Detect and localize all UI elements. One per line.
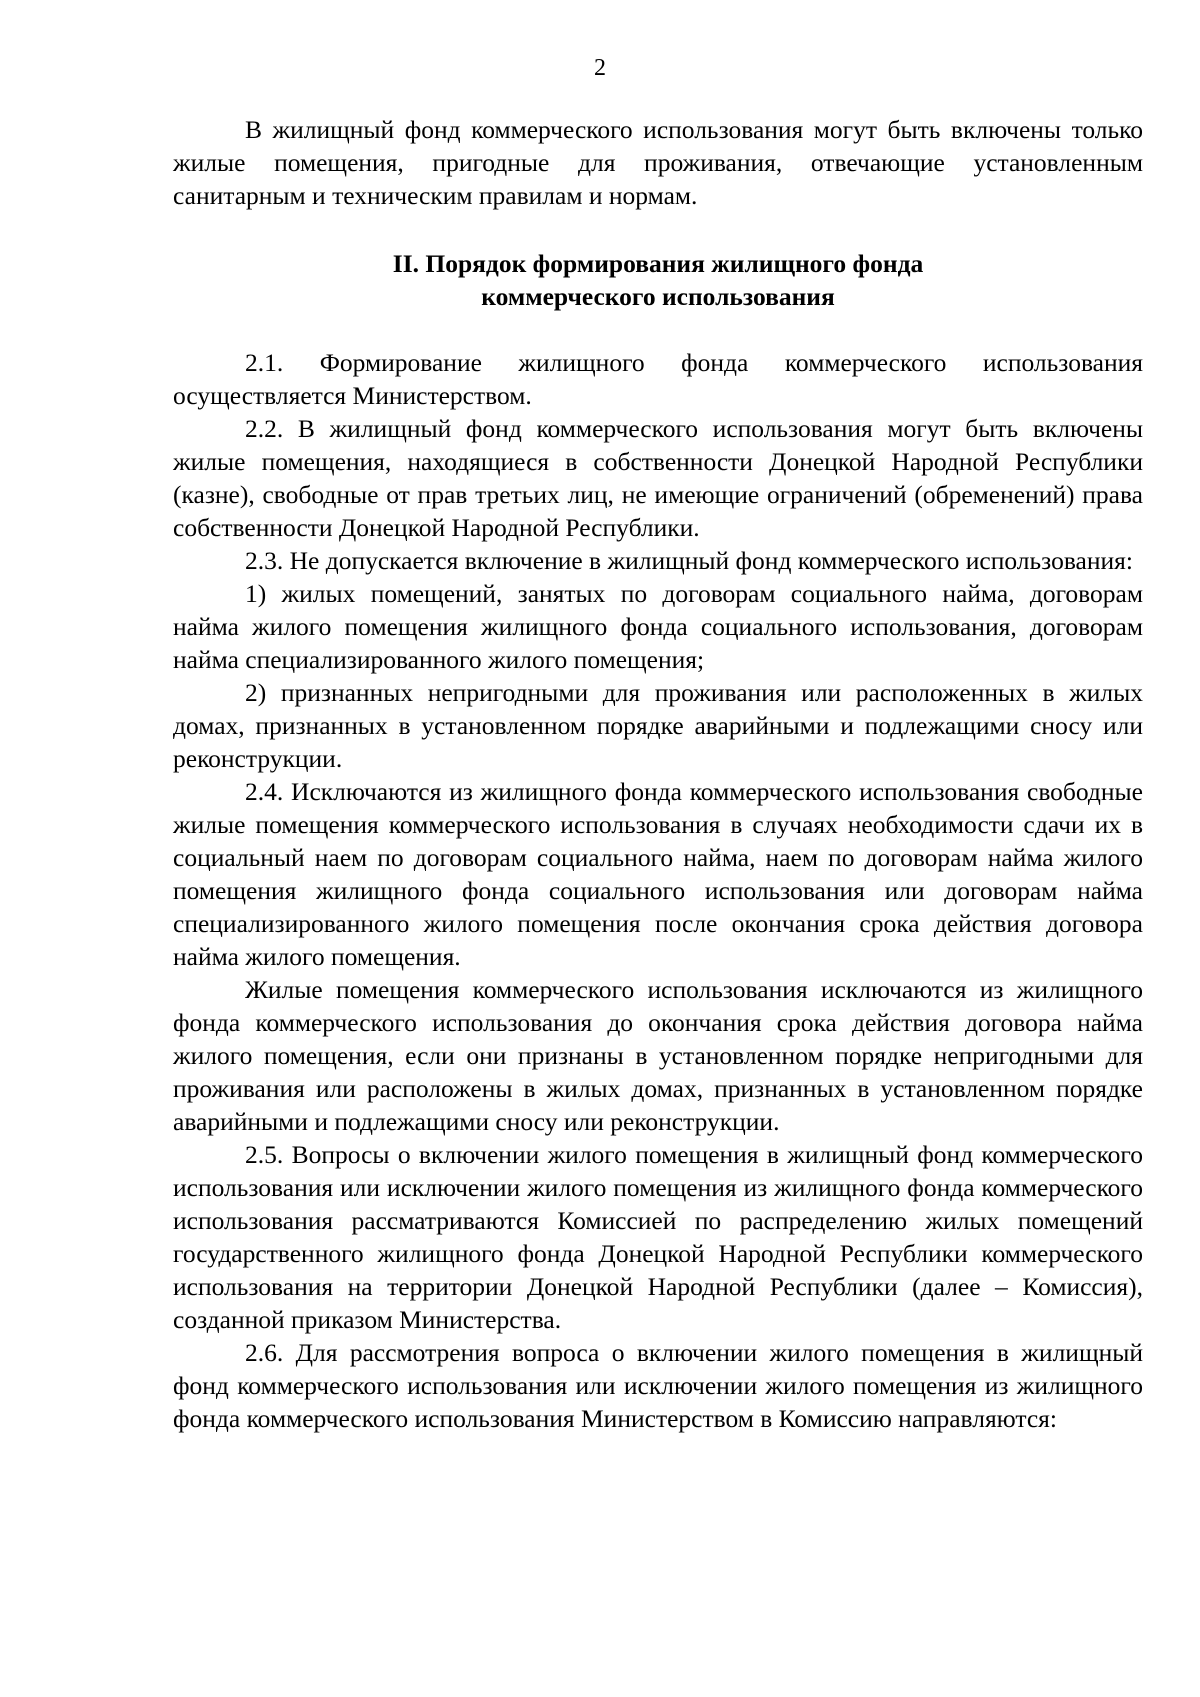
paragraph-2-5: 2.5. Вопросы о включении жилого помещения в жилищный фонд коммерческого использования или исключении жилого помещения из жилищного фонда коммерческого использования рассматриваются Комиссией по распределению жилых помещений государственного жилищного фонда Донецкой Народной Республики коммерческого использования на территории Донецкой Народной Республики (далее – Комиссия), созданной приказом Министерства. [173, 1140, 1143, 1334]
paragraph-2-1: 2.1. Формирование жилищного фонда коммерческого использования осуществляется Министерством. [173, 348, 1143, 410]
page-number: 2 [594, 55, 606, 81]
paragraph-2-2: 2.2. В жилищный фонд коммерческого использования могут быть включены жилые помещения, находящиеся в собственности Донецкой Народной Республики (казне), свободные от прав третьих лиц, не имеющие ограничений (обременений) права собственности Донецкой Народной Республики. [173, 414, 1143, 542]
section-heading-line-2: коммерческого использования [481, 282, 835, 311]
list-item-1: 1) жилых помещений, занятых по договорам социального найма, договорам найма жилого помещения жилищного фонда социального использования, договорам найма специализированного жилого помещения; [173, 579, 1143, 674]
document-body [173, 113, 1143, 1435]
paragraph-2-4-continued: Жилые помещения коммерческого использования исключаются из жилищного фонда коммерческого использования до окончания срока действия договора найма жилого помещения, если они признаны в установленном порядке непригодными для проживания или расположены в жилых домах, признанных в установленном порядке аварийными и подлежащими сносу или реконструкции. [173, 975, 1143, 1136]
section-heading [173, 247, 1143, 313]
paragraph-2-3: 2.3. Не допускается включение в жилищный фонд коммерческого использования: [245, 546, 1133, 575]
section-heading-line-1: II. Порядок формирования жилищного фонда [392, 249, 924, 278]
intro-paragraph: В жилищный фонд коммерческого использования могут быть включены только жилые помещения, пригодные для проживания, отвечающие установленным санитарным и техническим правилам и нормам. [173, 115, 1143, 210]
list-item-2: 2) признанных непригодными для проживания или расположенных в жилых домах, признанных в установленном порядке аварийными и подлежащими сносу или реконструкции. [173, 678, 1143, 773]
paragraph-2-6: 2.6. Для рассмотрения вопроса о включении жилого помещения в жилищный фонд коммерческого использования или исключении жилого помещения из жилищного фонда коммерческого использования Министерством в Комиссию направляются: [173, 1338, 1143, 1433]
paragraph-2-4: 2.4. Исключаются из жилищного фонда коммерческого использования свободные жилые помещения коммерческого использования в случаях необходимости сдачи их в социальный наем по договорам социального найма, наем по договорам найма жилого помещения жилищного фонда социального использования или договорам найма специализированного жилого помещения после окончания срока действия договора найма жилого помещения. [173, 777, 1143, 971]
